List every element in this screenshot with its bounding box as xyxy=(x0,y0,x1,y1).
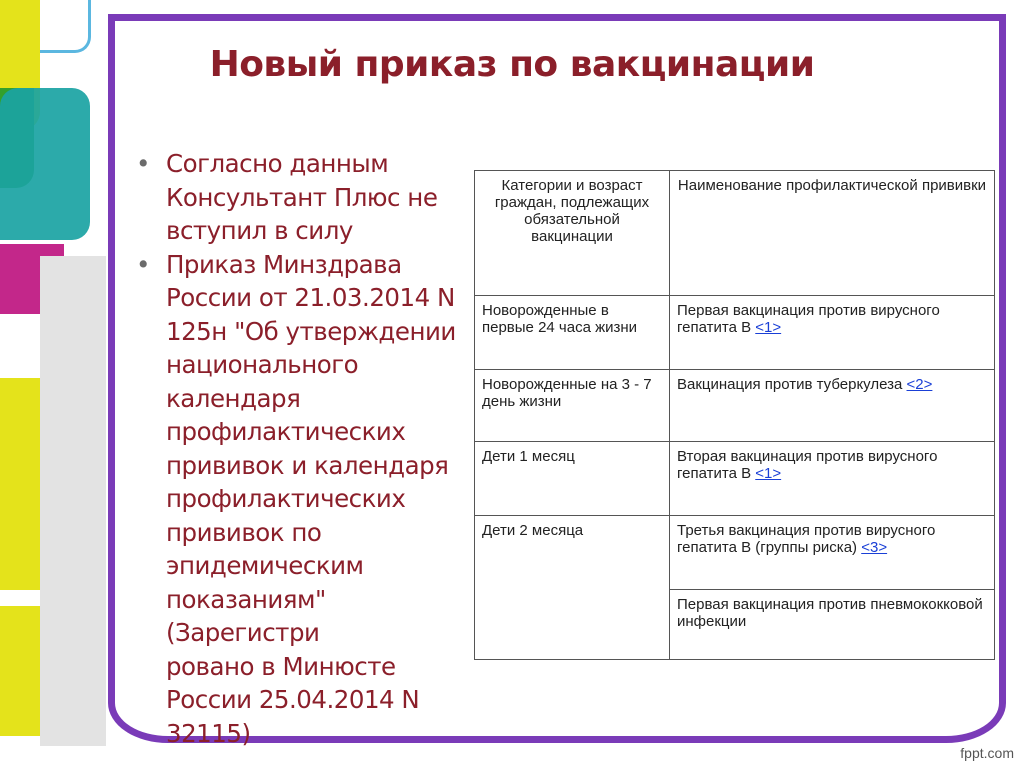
table-row xyxy=(475,370,995,442)
bullet-list xyxy=(126,147,466,750)
vaccination-table xyxy=(474,170,995,660)
deco-teal xyxy=(0,88,90,240)
footnote-link[interactable]: <3> xyxy=(861,539,888,556)
slide-title: Новый приказ по вакцинации xyxy=(209,44,815,85)
watermark: fppt.com xyxy=(960,745,1014,761)
vaccine-text: Вторая вакцинация против вирусного гепатита В xyxy=(677,448,938,482)
table-cell-vaccine xyxy=(670,296,995,370)
deco-gray-shadow xyxy=(40,256,106,746)
footnote-link[interactable]: <1> xyxy=(755,319,782,336)
table-cell-category: Новорожденные в первые 24 часа жизни xyxy=(475,296,670,370)
footnote-link[interactable]: <1> xyxy=(755,465,782,482)
vaccine-text: Первая вакцинация против пневмококковой инфекции xyxy=(677,596,983,630)
table-cell-category: Дети 2 месяца xyxy=(475,516,670,660)
table-cell-vaccine xyxy=(670,590,995,660)
table-cell-category: Дети 1 месяц xyxy=(475,442,670,516)
vaccine-text: Вакцинация против туберкулеза xyxy=(677,376,903,393)
bullet-item: • Согласно данным Консультант Плюс не вступил в силу xyxy=(126,147,466,248)
vaccine-text: Третья вакцинация против вирусного гепатита В (группы риска) xyxy=(677,522,936,556)
table-row xyxy=(475,296,995,370)
table-cell-category: Новорожденные на 3 - 7 день жизни xyxy=(475,370,670,442)
table-cell-vaccine xyxy=(670,442,995,516)
table-header-vaccine: Наименование профилактической прививки xyxy=(670,171,995,296)
bullet-item: • Приказ Минздрава России от 21.03.2014 N 125н "Об утверждении национального календаря профилактических прививок и календаря профилактических прививок по эпидемическим показаниям" (Зарегистри ровано в Минюсте России 25.04.2014 N 32115) xyxy=(126,248,466,751)
table-row xyxy=(475,442,995,516)
table-cell-vaccine xyxy=(670,370,995,442)
table-header-row xyxy=(475,171,995,296)
table-row xyxy=(475,516,995,590)
table-cell-vaccine xyxy=(670,516,995,590)
vaccine-text: Первая вакцинация против вирусного гепатита В xyxy=(677,302,940,336)
footnote-link[interactable]: <2> xyxy=(906,376,933,393)
table-header-category: Категории и возраст граждан, подлежащих обязательной вакцинации xyxy=(475,171,670,296)
